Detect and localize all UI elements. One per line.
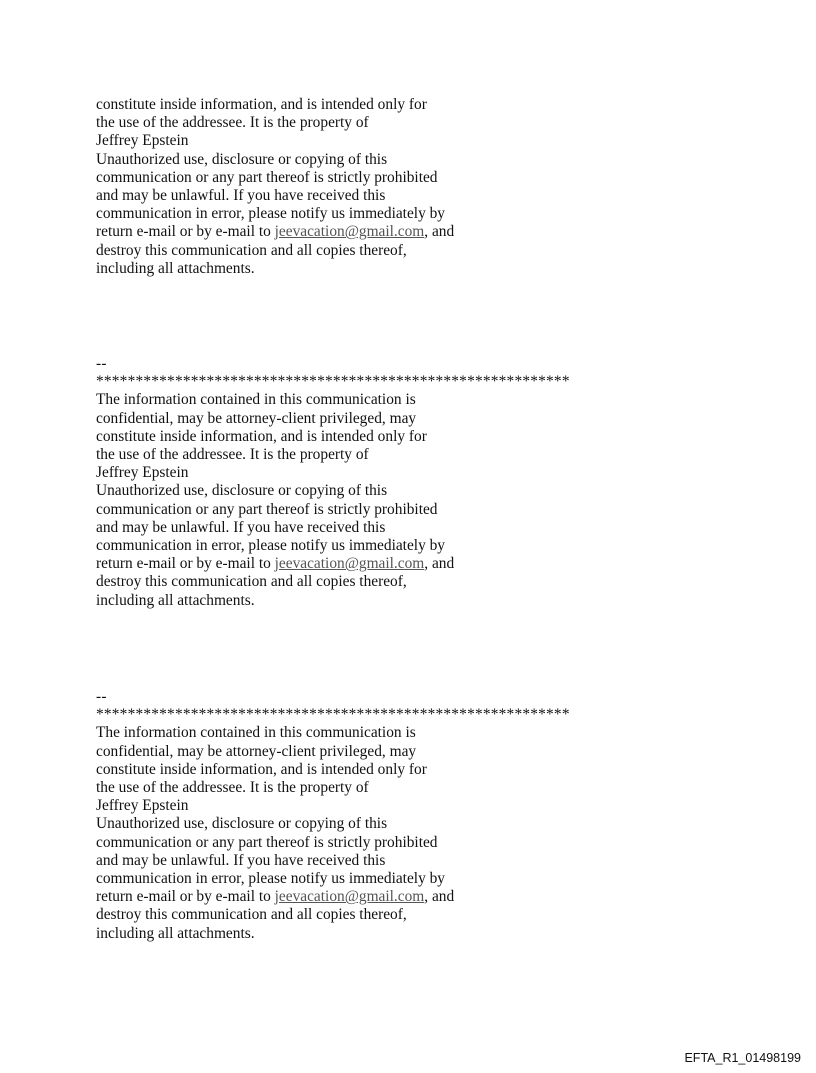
text-line: the use of the addressee. It is the property of	[96, 779, 369, 797]
text-line: communication in error, please notify us immediately by	[96, 870, 446, 888]
text-line: Jeffrey Epstein	[96, 132, 189, 150]
signature-dashes: --	[96, 688, 107, 705]
email-link[interactable]: jeevacation@gmail.com	[274, 223, 425, 241]
return-prefix: return e-mail or by e-mail to	[96, 223, 275, 241]
return-suffix: , and	[424, 888, 455, 906]
document-id: EFTA_R1_01498199	[684, 1051, 801, 1065]
disclaimer-block	[96, 355, 616, 610]
text-line: The information contained in this communication is	[96, 724, 416, 742]
text-line: including all attachments.	[96, 924, 255, 942]
text-line: Jeffrey Epstein	[96, 797, 189, 815]
return-suffix: , and	[424, 223, 455, 241]
text-line: communication or any part thereof is strictly prohibited	[96, 833, 438, 851]
text-line: Unauthorized use, disclosure or copying of this	[96, 482, 388, 500]
text-line: and may be unlawful. If you have received this	[96, 851, 386, 869]
text-line: the use of the addressee. It is the property of	[96, 114, 369, 132]
text-line: constitute inside information, and is intended only for	[96, 96, 427, 113]
text-line: Jeffrey Epstein	[96, 464, 189, 482]
text-line: including all attachments.	[96, 591, 255, 609]
return-email-line	[96, 555, 616, 573]
disclaimer-block	[96, 96, 616, 278]
return-email-line	[96, 223, 616, 241]
text-line: communication or any part thereof is strictly prohibited	[96, 168, 438, 186]
text-line: and may be unlawful. If you have received this	[96, 187, 386, 205]
signature-dashes: --	[96, 355, 107, 372]
text-line: constitute inside information, and is intended only for	[96, 427, 427, 445]
text-line: Unauthorized use, disclosure or copying of this	[96, 815, 388, 833]
text-line: Unauthorized use, disclosure or copying of this	[96, 150, 388, 168]
disclaimer-block	[96, 688, 616, 943]
separator-stars: ************************************************************	[96, 373, 570, 391]
text-line: communication in error, please notify us immediately by	[96, 537, 446, 555]
text-line: The information contained in this communication is	[96, 391, 416, 409]
return-suffix: , and	[424, 555, 455, 573]
text-line: destroy this communication and all copies thereof,	[96, 573, 407, 591]
text-line: constitute inside information, and is intended only for	[96, 760, 427, 778]
text-line: communication or any part thereof is strictly prohibited	[96, 500, 438, 518]
text-line: the use of the addressee. It is the property of	[96, 446, 369, 464]
separator-stars: ************************************************************	[96, 706, 570, 724]
email-link[interactable]: jeevacation@gmail.com	[274, 555, 425, 573]
return-email-line	[96, 888, 616, 906]
email-link[interactable]: jeevacation@gmail.com	[274, 888, 425, 906]
text-line: confidential, may be attorney-client privileged, may	[96, 409, 417, 427]
text-line: destroy this communication and all copies thereof,	[96, 241, 407, 259]
text-line: confidential, may be attorney-client privileged, may	[96, 742, 417, 760]
text-line: including all attachments.	[96, 259, 255, 277]
text-line: and may be unlawful. If you have received this	[96, 518, 386, 536]
return-prefix: return e-mail or by e-mail to	[96, 555, 275, 573]
text-line: communication in error, please notify us immediately by	[96, 205, 446, 223]
return-prefix: return e-mail or by e-mail to	[96, 888, 275, 906]
text-line: destroy this communication and all copies thereof,	[96, 906, 407, 924]
